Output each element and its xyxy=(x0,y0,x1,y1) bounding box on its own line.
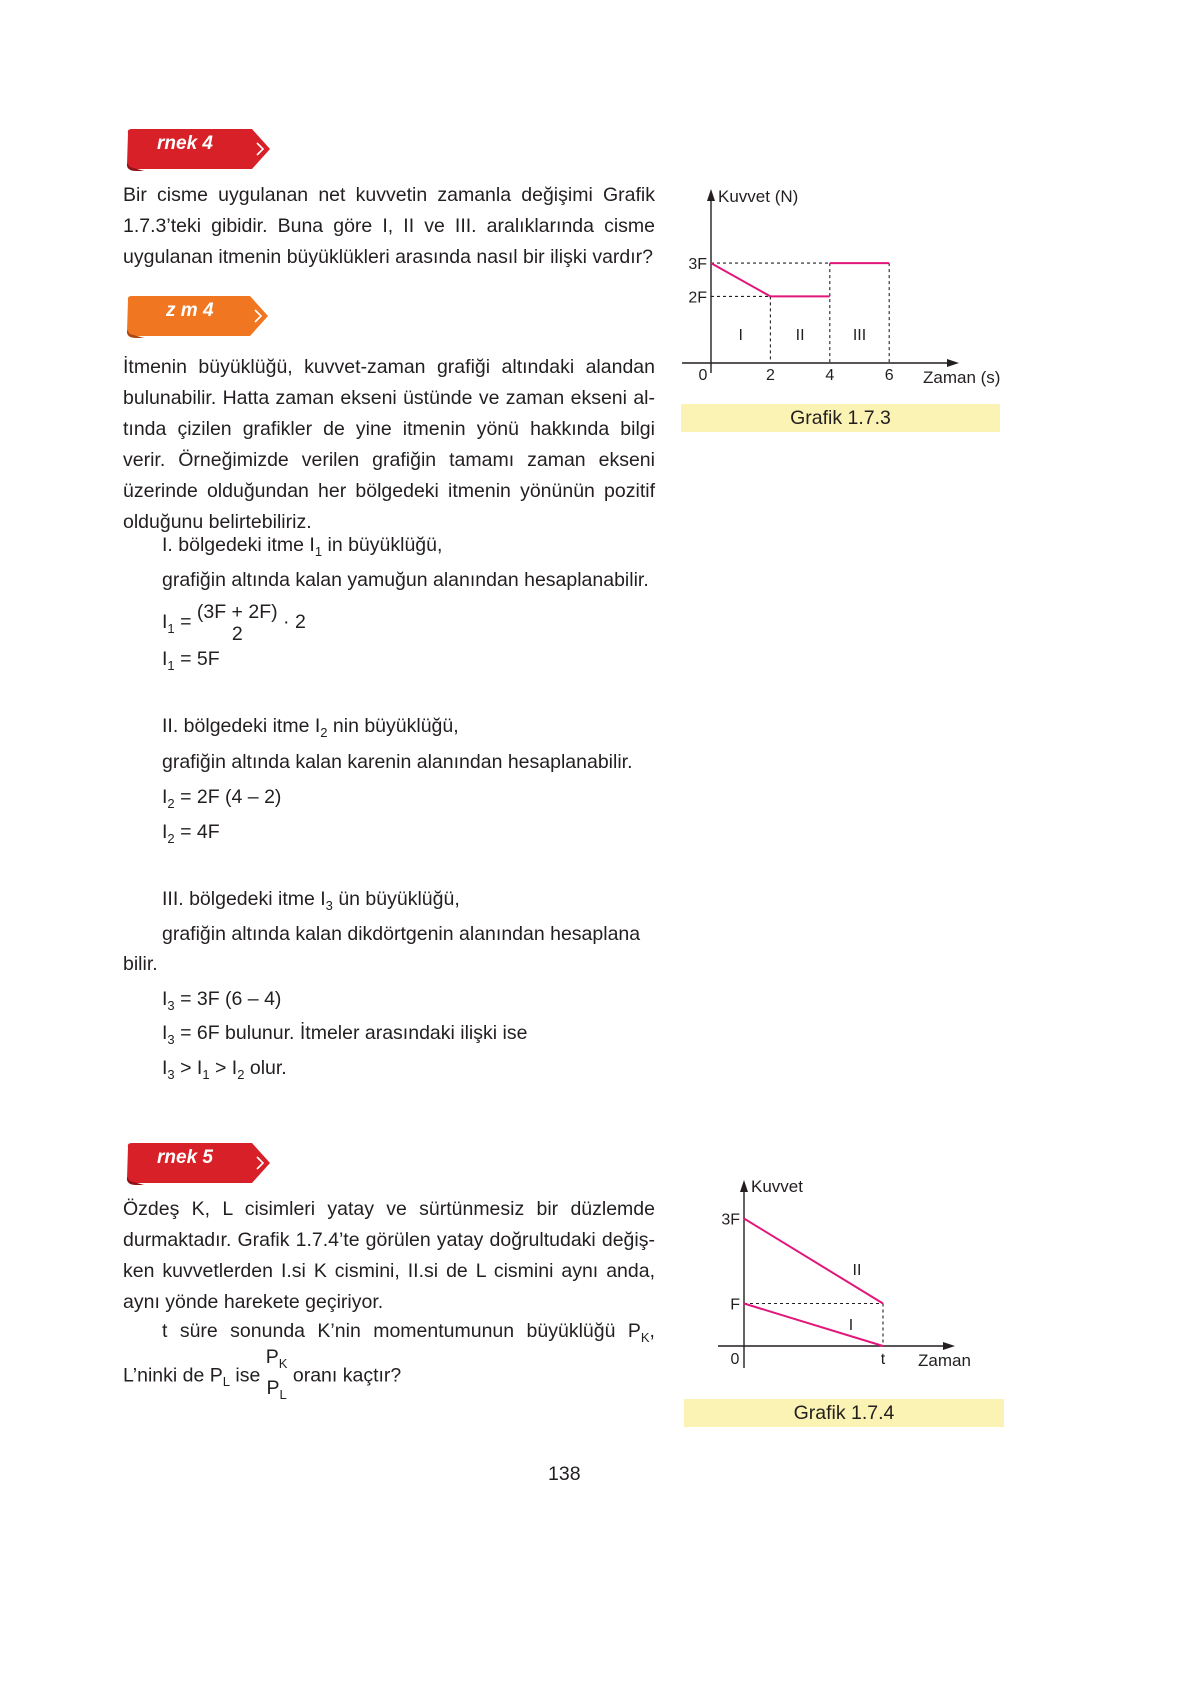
region-1-equation: $I_1$ = (3F + 2F) 2 · 2 xyxy=(162,601,306,645)
chart-grafik-1-7-4 xyxy=(700,1172,990,1377)
cozum-4-label: z m 4 xyxy=(166,300,214,321)
region-3-intro: III. bölgedeki itme $I_3$ ün büyüklüğü, xyxy=(162,888,460,913)
caption-grafik-1-7-4: Grafik 1.7.4 xyxy=(684,1399,1004,1427)
region-2-intro: II. bölgedeki itme $I_2$ nin büyüklüğü, xyxy=(162,715,459,740)
ornek-4-label: rnek 4 xyxy=(157,133,213,154)
x-tick-label-6: 6 xyxy=(884,367,894,384)
ornek-5-question-line-2: L’ninki de $P_L$ ise $P_K$ $P_L$ oranı kaçtır? xyxy=(123,1345,401,1407)
force-segment-1 xyxy=(711,263,770,296)
y-axis-label: Kuvvet (N) xyxy=(718,187,799,206)
ornek-4-question: Bir cisme uygulanan net kuvvetin zamanla değişimi Grafik 1.7.3’teki gibidir. Buna göre I, II ve III. aralıklarında cisme uygulanan itmenin büyüklükleri arasında nasıl bir ilişki vardır? xyxy=(123,184,655,268)
x-tick-label-0: 0 xyxy=(698,367,708,384)
region-1-desc: grafiğin altında kalan yamuğun alanından hesaplanabilir. xyxy=(162,569,649,591)
comparison: $I_3 > I_1 > I_2$ olur. xyxy=(162,1057,287,1082)
region-2-equation: $I_2 = 2F$ (4 – 2) xyxy=(162,786,282,811)
force-line-ii xyxy=(744,1219,883,1304)
y-tick-label-2F: 2F xyxy=(688,289,707,307)
region-2-result: $I_2 = 4F$ xyxy=(162,821,220,846)
x-tick-label-2: 2 xyxy=(765,367,775,384)
region-label-2: II xyxy=(795,327,805,344)
momentum-ratio: $P_K$ $P_L$ xyxy=(265,1346,288,1402)
x-tick-label-4: 4 xyxy=(825,367,835,384)
x-tick-label-0: 0 xyxy=(730,1351,740,1368)
x-axis-arrow xyxy=(947,359,959,367)
region-3-desc-a: grafiğin altında kalan dikdörtgenin alanından hesaplana xyxy=(162,923,641,945)
region-2-desc: grafiğin altında kalan karenin alanından hesaplanabilir. xyxy=(162,751,633,773)
y-axis-label: Kuvvet xyxy=(751,1177,803,1196)
y-axis-arrow xyxy=(707,189,715,201)
ornek-5-paragraph: Özdeş K, L cisimleri yatay ve sürtünmesiz bir düzlemde durmaktadır. Grafik 1.7.4’te görülen yatay doğrultudaki değişken kuvvetlerden I.si K cismini, II.si de L cismini aynı anda, aynı yönde harekete geçiriyor. xyxy=(123,1198,655,1313)
x-axis-arrow xyxy=(943,1342,955,1350)
chart-grafik-1-7-3 xyxy=(670,180,1015,395)
region-3-result: $I_3 = 6F$ bulunur. İtmeler arasındaki ilişki ise xyxy=(162,1022,528,1047)
y-tick-label-3F: 3F xyxy=(688,256,707,274)
region-3-equation: $I_3 = 3F$ (6 – 4) xyxy=(162,988,282,1013)
x-axis-label: Zaman xyxy=(918,1351,971,1370)
caption-grafik-1-7-3: Grafik 1.7.3 xyxy=(681,404,1000,432)
ornek-5-label: rnek 5 xyxy=(157,1147,213,1168)
y-tick-label-3F: 3F xyxy=(721,1211,740,1229)
x-axis-label: Zaman (s) xyxy=(923,368,1001,387)
x-tick-label-t: t xyxy=(880,1351,886,1368)
region-label-3: III xyxy=(852,327,867,344)
page-number: 138 xyxy=(548,1463,581,1485)
series-label-ii: II xyxy=(852,1262,862,1279)
region-3-desc-b: bilir. xyxy=(123,953,158,975)
force-line-i xyxy=(744,1304,883,1347)
trapezoid-fraction: (3F + 2F) 2 xyxy=(196,601,278,645)
y-tick-label-F: F xyxy=(730,1296,740,1314)
y-axis-arrow xyxy=(740,1180,748,1192)
cozum-4-paragraph: İtmenin büyüklüğü, kuvvet-zaman grafiği altındaki alandan bulunabilir. Hatta zaman ekseni üstünde ve zaman ekseni altında çizilen grafikler de yine itmenin yönü hakkında bilgi verir. Örneğimizde verilen grafiğin tamamı zaman ekseni üzerinde olduğundan her bölgedeki itmenin yönünün pozitif olduğunu belirtebiliriz. xyxy=(123,356,655,533)
region-1-result: $I_1 = 5F$ xyxy=(162,648,220,673)
ornek-5-question-line-1: t süre sonunda K’nin momentumunun büyüklüğü $P_K$, xyxy=(162,1320,655,1345)
region-1-intro: I. bölgedeki itme $I_1$ in büyüklüğü, xyxy=(162,534,443,559)
series-label-i: I xyxy=(848,1317,854,1334)
region-label-1: I xyxy=(738,327,743,344)
